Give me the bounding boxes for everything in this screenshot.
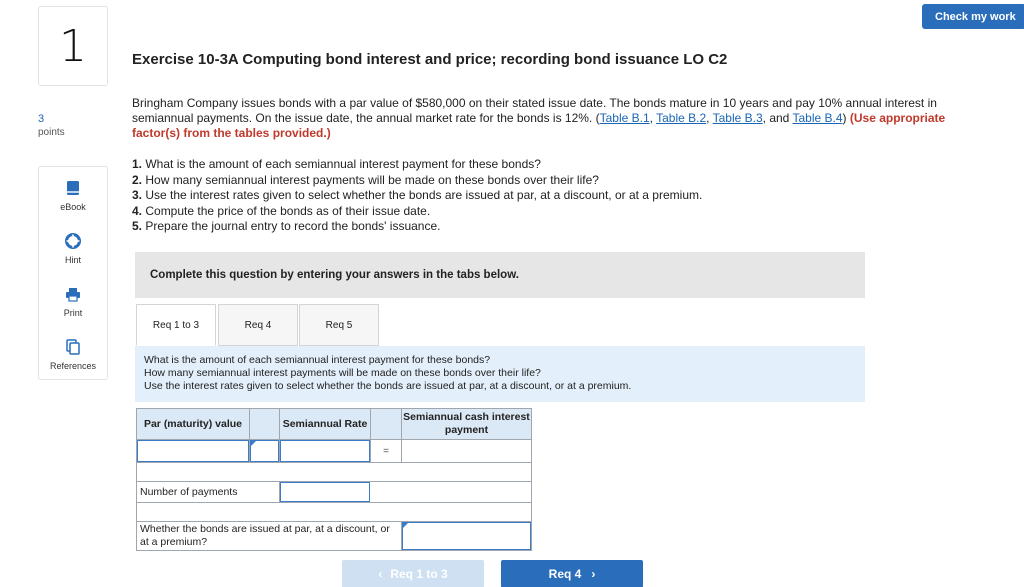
question-number: 1 [59, 20, 87, 72]
points-label: points [38, 127, 65, 138]
intro-separator: , and [762, 111, 793, 125]
number-of-payments-input[interactable] [280, 482, 370, 502]
par-value-header: Par (maturity) value [136, 408, 250, 440]
operator-select[interactable] [250, 440, 279, 462]
references-button[interactable] [39, 326, 107, 379]
question-number-box [38, 6, 108, 86]
table-b3-link[interactable]: Table B.3 [712, 111, 763, 125]
ebook-label: eBook [60, 202, 86, 212]
issuance-type-label: Whether the bonds are issued at par, at a discount, or at a premium? [136, 521, 402, 551]
question-item: 2. How many semiannual interest payments will be made on these bonds over their life? [132, 172, 599, 187]
points-indicator [38, 112, 65, 140]
tools-panel [38, 166, 108, 380]
question-list [132, 157, 702, 235]
documents-icon [66, 339, 80, 355]
par-value-input[interactable] [137, 440, 249, 462]
question-item: 3. Use the interest rates given to select whether the bonds are issued at par, at a discount, or at a premium. [132, 188, 703, 202]
hint-label: Hint [64, 255, 81, 265]
intro-text: Bringham Company issues bonds with a par value of $580,000 on their stated issue date. The bonds mature in 10 years and pay 10% annual interest in semiannual payments. On the issue date, the annual market rate for the bonds is 12%. ( [132, 96, 937, 125]
question-item: 1. What is the amount of each semiannual interest payment for these bonds? [132, 157, 541, 171]
next-req-button[interactable] [501, 560, 643, 587]
tab-req-1-to-3[interactable]: Req 1 to 3 [136, 304, 216, 346]
problem-intro [132, 96, 952, 141]
number-of-payments-label: Number of payments [136, 481, 280, 503]
issuance-type-select[interactable] [402, 522, 531, 550]
points-value: 3 [38, 113, 45, 125]
table-b4-link[interactable]: Table B.4 [792, 111, 843, 125]
instruction-text: Complete this question by entering your answers in the tabs below. [150, 269, 519, 281]
requirement-description [135, 346, 865, 402]
ebook-button[interactable] [39, 167, 107, 220]
instruction-banner [135, 252, 865, 298]
print-button[interactable] [39, 273, 107, 326]
lifebuoy-icon [65, 233, 81, 249]
tab-req-5[interactable]: Req 5 [299, 304, 379, 346]
check-my-work-button[interactable]: Check my work [922, 4, 1024, 29]
semiannual-rate-header: Semiannual Rate [279, 408, 371, 440]
intro-separator: , [706, 111, 713, 125]
intro-close: ) [842, 111, 850, 125]
table-b1-link[interactable]: Table B.1 [599, 111, 650, 125]
cash-payment-cell [401, 439, 532, 463]
chevron-right-icon: › [591, 567, 596, 581]
question-item: 4. Compute the price of the bonds as of their issue date. [132, 203, 431, 218]
hint-button[interactable] [39, 220, 107, 273]
printer-icon [65, 287, 81, 302]
references-label: References [49, 361, 97, 371]
semiannual-rate-input[interactable] [280, 440, 370, 462]
intro-separator: , [649, 111, 657, 125]
factor-note: (Use appropriate factor(s) from the tables provided.) [132, 111, 946, 140]
previous-req-label: Req 1 to 3 [390, 567, 448, 581]
question-item: 5. Prepare the journal entry to record the bonds' issuance. [132, 219, 441, 233]
req-line: How many semiannual interest payments will be made on these bonds over their life? [144, 367, 541, 379]
table-b2-link[interactable]: Table B.2 [656, 111, 707, 125]
equals-header [370, 408, 402, 440]
tab-req-4[interactable]: Req 4 [218, 304, 298, 346]
req-line: Use the interest rates given to select whether the bonds are issued at par, at a discount, or at a premium. [144, 380, 632, 392]
operator-header [249, 408, 280, 440]
spacer-row [136, 462, 532, 482]
req-line: What is the amount of each semiannual interest payment for these bonds? [144, 354, 491, 366]
chevron-left-icon: ‹ [378, 567, 383, 581]
cash-payment-header: Semiannual cash interest payment [401, 408, 532, 440]
print-label: Print [63, 308, 83, 318]
equals-sign: = [370, 439, 402, 463]
book-icon [66, 180, 80, 196]
spacer-row [136, 502, 532, 522]
next-req-label: Req 4 [548, 567, 582, 581]
previous-req-button[interactable] [342, 560, 484, 587]
exercise-title: Exercise 10-3A Computing bond interest and price; recording bond issuance LO C2 [132, 51, 728, 68]
